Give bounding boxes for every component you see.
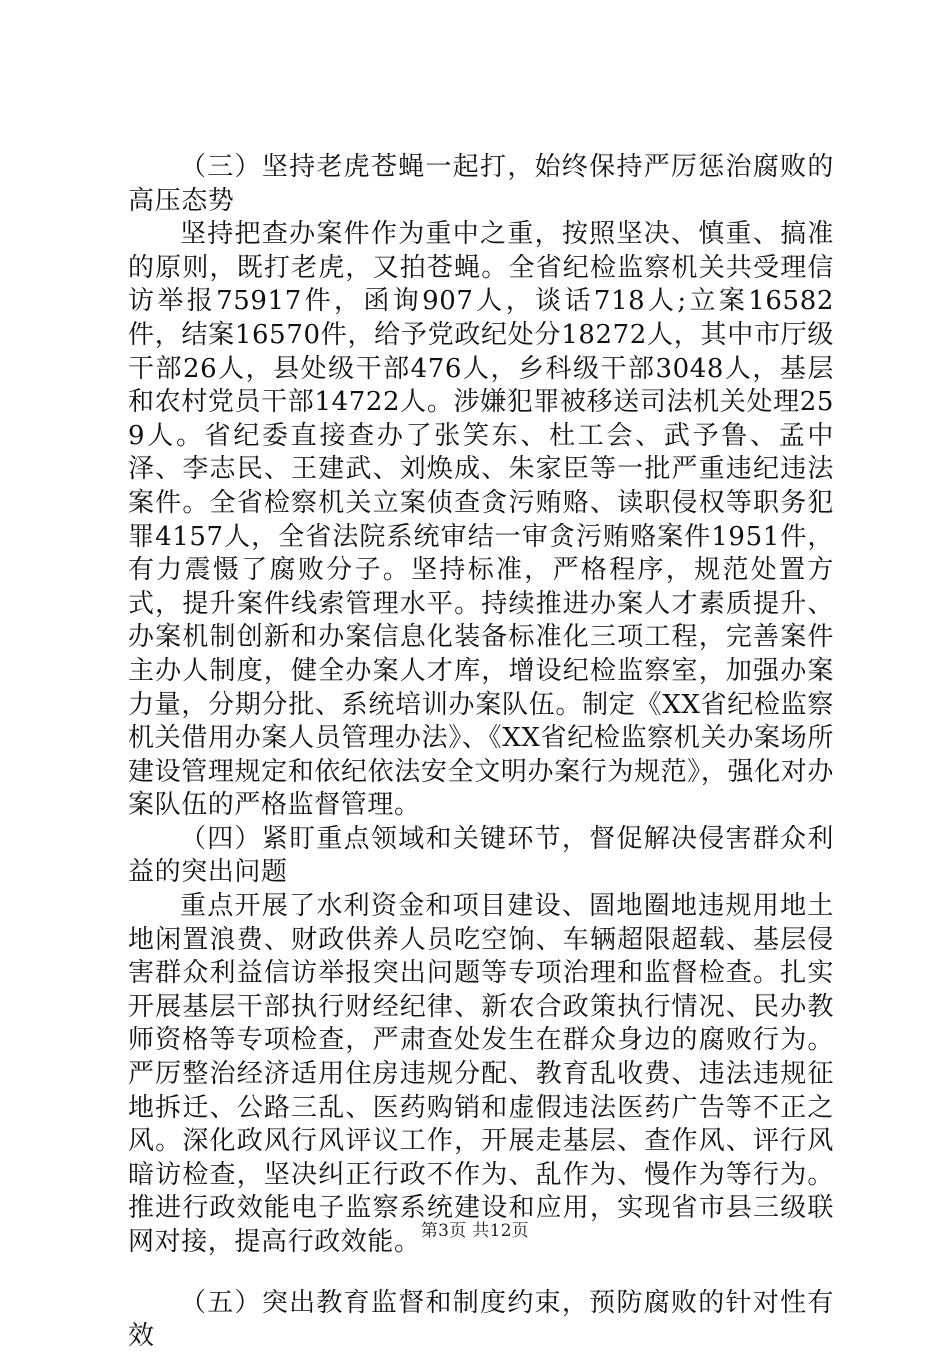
section-heading-3: （三）坚持老虎苍蝇一起打，始终保持严厉惩治腐败的高压态势 [128, 152, 834, 216]
page-number-footer: 第3页 共12页 [420, 1221, 530, 1241]
section-heading-4: （四）紧盯重点领域和关键环节，督促解决侵害群众利益的突出问题 [128, 823, 834, 888]
document-body [128, 151, 834, 1354]
body-paragraph-4: 重点开展了水利资金和项目建设、圄地圈地违规用地土地闲置浪费、财政供养人员吃空饷、车辆超限超载、基层侵害群众利益信访举报突出问题等专项治理和监督检查。扎实开展基层干部执行财经纪律、新农合政策执行情况、民办教师资格等专项检查，严肃查处发生在群众身边的腐败行为。严厉整治经济适用住房违规分配、教育乱收费、违法违规征地拆迁、公路三乱、医药购销和虚假违法医药广告等不正之风。深化政风行风评议工作，开展走基层、查作风、评行风暗访检查，坚决纠正行政不作为、乱作为、慢作为等行为。推进行政效能电子监察系统建设和应用，实现省市县三级联网对接，提高行政效能。 [128, 891, 834, 1257]
paragraph-spacer [128, 1260, 834, 1287]
section-heading-5: （五）突出教育监督和制度约束，预防腐败的针对性有效 [128, 1287, 834, 1352]
body-paragraph-3: 坚持把查办案件作为重中之重，按照坚决、慎重、搞准的原则，既打老虎，又拍苍蝇。全省纪检监察机关共受理信访举报75917件，函询907人，谈话718人;立案16582件，结案16570件，给予党政纪处分18272人，其中市厅级干部26人，县处级干部476人，乡科级干部3048人，基层和农村党员干部14722人。涉嫌犯罪被移送司法机关处理259人。省纪委直接查办了张笑东、杜工会、武予鲁、孟中泽、李志民、王建武、刘焕成、朱家臣等一批严重违纪违法案件。全省检察机关立案侦查贪污贿赂、读职侵权等职务犯罪4157人，全省法院系统审结一审贪污贿赂案件1951件，有力震慑了腐败分子。坚持标准，严格程序，规范处置方式，提升案件线索管理水平。持续推进办案人才素质提升、办案机制创新和办案信息化装备标准化三项工程，完善案件主办人制度，健全办案人才库，增设纪检监察室，加强办案力量，分期分批、系统培训办案队伍。制定《XX省纪检监察机关借用办案人员管理办法》、《XX省纪检监察机关办案场所建设管理规定和依纪依法安全文明办案行为规范》，强化对办案队伍的严格监督管理。 [128, 219, 834, 821]
